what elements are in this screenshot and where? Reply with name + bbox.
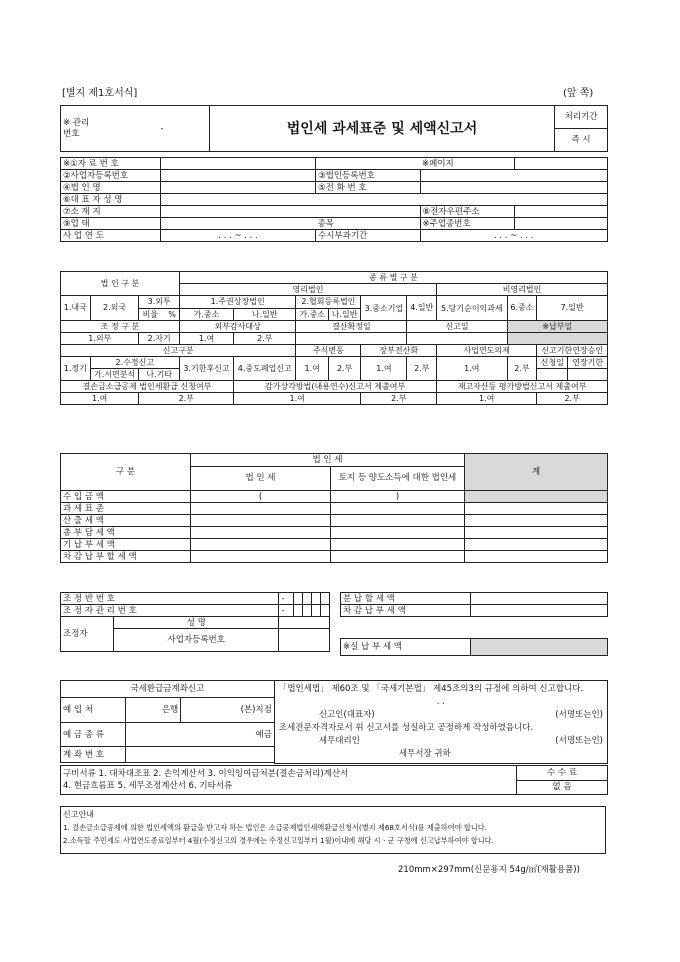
- refund-table: [60, 680, 608, 764]
- guide-box: [60, 806, 606, 854]
- gen-d[interactable]: 나.일반: [328, 309, 360, 321]
- label-main-industry: ※주업종번호: [420, 218, 515, 230]
- tax-row: [61, 527, 608, 539]
- rep-label: 신고인(대표자): [318, 710, 375, 720]
- agent-sign: (서명또는인): [555, 736, 603, 746]
- tax-row: [61, 503, 608, 515]
- yearend-label: 사업연도의제: [437, 345, 537, 357]
- paren-right: ): [395, 491, 400, 502]
- books-yes[interactable]: 1.여: [361, 357, 407, 381]
- filedate-label: 신고일: [407, 321, 507, 333]
- actual-label: ※실 납 부 세 액: [341, 639, 471, 656]
- adjuster-bizno-label: 사업자등록번호: [114, 629, 279, 652]
- attach-list-2: 4. 현금흐름표 5. 세무조정계산서 6. 기타서류: [63, 781, 233, 791]
- tax-row: [61, 551, 608, 563]
- regular[interactable]: 1.정기: [61, 357, 91, 381]
- yearend-yes[interactable]: 1.여: [437, 357, 508, 381]
- row-label-total-burden: 총 부 담 세 액: [61, 527, 191, 539]
- refund-yes[interactable]: 1.여: [61, 393, 139, 405]
- req-date-label: 신청일: [537, 357, 568, 369]
- fee-label: 수 수 료: [517, 766, 607, 781]
- title-table: [60, 105, 608, 152]
- inv-no[interactable]: 2.부: [537, 393, 608, 405]
- row-label-revenue: 수 입 금 액: [61, 491, 191, 503]
- office-label: 세무서장 귀하: [398, 749, 451, 759]
- adjuster-table: [60, 592, 330, 652]
- gen4[interactable]: 4.일반: [407, 296, 437, 321]
- profit5[interactable]: 5.당기순이익과세: [437, 296, 508, 321]
- depr-yes[interactable]: 1.여: [234, 393, 361, 405]
- label-data-no: ※①자 료 번 호: [61, 158, 161, 170]
- mgr-no-label: 조 정 자 관 리 번 호: [61, 605, 279, 617]
- guide-line-2: 2.소득할 주민세도 사업연도종료일부터 4월(수정신고의 경우에는 수정신고일부터 1월)이내에 해당 시ㆍ군 구청에 신고납부하여야 합니다.: [63, 836, 494, 845]
- row-label-calc: 산 출 세 액: [61, 515, 191, 527]
- ext-date-label: 연장기한: [568, 357, 608, 369]
- period-value: 즉 시: [571, 135, 591, 145]
- listed[interactable]: 1.주권상장법인: [179, 296, 296, 309]
- share-yes[interactable]: 1.여: [296, 357, 328, 381]
- adjuster-name-label: 성 명: [114, 617, 279, 629]
- guide-title: 신고안내: [63, 810, 94, 819]
- declaration-date[interactable]: . .: [436, 697, 445, 707]
- split-table: [340, 592, 608, 617]
- refund-request-label: 결손금소급공제 법인세환급 신청여부: [61, 381, 234, 393]
- team-no-dash: -: [279, 593, 294, 605]
- net-label: 차 감 납 부 세 액: [341, 605, 471, 617]
- declaration-text: 「법인세법」 제60조 및 「국세기본법」 제45조의3의 규정에 의하여 신고합니다.: [278, 684, 584, 694]
- nonprofit-label: 비영리법인: [437, 284, 608, 296]
- amend-b[interactable]: 나.기타: [139, 369, 179, 381]
- kosdaq[interactable]: 2.협회등록법인: [296, 296, 361, 309]
- period-label: 처리기간: [555, 106, 607, 129]
- adjust-external[interactable]: 1.외부: [61, 333, 139, 345]
- share-label: 주식변동: [296, 345, 361, 357]
- paper-spec: 210mm×297mm(신문용지 54g/㎡(재활용품)): [398, 865, 580, 875]
- sme6[interactable]: 6.중소: [507, 296, 537, 321]
- guide-line-1: 1. 결손금소급공제에 의한 법인세액의 환급을 받고자 하는 법인은 소급공제법인세액환급신청서(별지 제68호서식)를 제출하여야 합니다.: [63, 823, 487, 832]
- audit-yes[interactable]: 1.여: [179, 333, 233, 345]
- label-address: ⑦소 재 지: [61, 206, 161, 218]
- team-no-label: 조 정 반 번 호: [61, 593, 279, 605]
- refund-head: 국세환급금계좌신고: [61, 681, 275, 698]
- foreign[interactable]: 2.외국: [90, 296, 139, 321]
- label-email: ⑧전자우편주소: [420, 206, 515, 218]
- agent-label: 세무대리인: [318, 736, 360, 746]
- tax-gubun: 구 분: [61, 454, 191, 491]
- deposit-unit[interactable]: 예금: [126, 722, 275, 747]
- label-corp-name: ④법 인 명: [61, 182, 161, 194]
- domestic[interactable]: 1.내국: [61, 296, 91, 321]
- inv-yes[interactable]: 1.여: [437, 393, 537, 405]
- ratio-label: 비율: [142, 309, 159, 319]
- row-label-balance: 차 감 납 부 할 세 액: [61, 551, 191, 563]
- info-table: [60, 157, 608, 242]
- gen7[interactable]: 7.일반: [537, 296, 608, 321]
- depr-no[interactable]: 2.부: [361, 393, 437, 405]
- label-phone: ⑤전 화 번 호: [316, 182, 421, 194]
- attach-list-1: 구비서류 1. 대차대조표 2. 손익계산서 3. 이익잉여금처분(결손금처리)계산서: [63, 769, 349, 779]
- rep-sign: (서명또는인): [555, 710, 603, 720]
- sme-c[interactable]: 가.중소: [296, 309, 328, 321]
- closure-filing[interactable]: 4.중도폐업신고: [234, 357, 296, 381]
- tax-head: 법 인 세: [191, 454, 465, 467]
- tax-row: [61, 491, 608, 503]
- sme3[interactable]: 3.중소기업: [361, 296, 407, 321]
- mgr-no-dash: -: [279, 605, 294, 617]
- share-no[interactable]: 2.부: [328, 357, 360, 381]
- split-label: 분 납 할 세 액: [341, 593, 471, 605]
- paydate-label: ※납부일: [507, 321, 607, 333]
- bank-label: 예 입 처: [61, 698, 126, 723]
- actual-table: [340, 638, 608, 656]
- label-adhoc: 수시부과기간: [316, 230, 421, 242]
- pct: %: [168, 309, 176, 319]
- row-label-prepaid: 기 납 부 세 액: [61, 539, 191, 551]
- extend-label: 신고기한연장승인: [537, 345, 608, 357]
- tax-row: [61, 539, 608, 551]
- fiscal-year-value[interactable]: . . . ~ . . .: [161, 230, 316, 242]
- classification-table: [60, 271, 608, 405]
- form-title: 법인세 과세표준 및 세액신고서: [210, 106, 555, 152]
- label-business: ⑨업 태: [61, 218, 161, 230]
- label-fiscal-year: 사 업 연 도: [61, 230, 161, 242]
- audit-no[interactable]: 2.부: [234, 333, 296, 345]
- inventory-label: 재고자산등 평가방법신고서 제출여부: [437, 381, 608, 393]
- adjuster-label: 조정자: [61, 617, 114, 652]
- page-side: (앞 쪽): [563, 88, 594, 99]
- adhoc-value[interactable]: . . . ~ . . .: [420, 230, 608, 242]
- books-no[interactable]: 2.부: [407, 357, 437, 381]
- sme-a[interactable]: 가.중소: [179, 309, 233, 321]
- label-biz-no: ②사업자등록번호: [61, 170, 161, 182]
- refund-no[interactable]: 2.부: [139, 393, 234, 405]
- adjust-self[interactable]: 2.자기: [139, 333, 179, 345]
- corp-type-label: 법 인 구 분: [61, 272, 180, 296]
- mgmt-label: ※ 관리 번호: [61, 106, 116, 152]
- corp-tax-label: 법 인 세: [191, 466, 331, 490]
- tax-total-label: 계: [465, 454, 608, 491]
- label-item: 종목: [316, 218, 421, 230]
- label-corp-reg-no: ③법인등록번호: [316, 170, 421, 182]
- late-filing[interactable]: 3.기한후신고: [179, 357, 233, 381]
- books-label: 장부전산화: [361, 345, 437, 357]
- branch-unit[interactable]: (본)지점: [181, 698, 275, 723]
- bank-unit[interactable]: 은행: [126, 698, 181, 723]
- row-label-taxbase: 과 세 표 준: [61, 503, 191, 515]
- yearend-no[interactable]: 2.부: [507, 357, 537, 381]
- filetype-label: 신고구분: [61, 345, 296, 357]
- audit-label: 외부감사대상: [179, 321, 296, 333]
- settle-label: 결산확정일: [296, 321, 407, 333]
- depreciation-label: 감가상각방법(내용연수)신고서 제출여부: [234, 381, 437, 393]
- deposit-type-label: 예 금 종 류: [61, 722, 126, 747]
- fee-value: 없 음: [552, 782, 572, 792]
- tax-row: [61, 515, 608, 527]
- gen-b[interactable]: 나.일반: [234, 309, 296, 321]
- kind-label: 종 류 별 구 분: [179, 272, 607, 284]
- agent-declaration: 조세전문자격자로서 위 신고서를 성실하고 공정하게 작성하였음니다.: [278, 723, 534, 733]
- form-number: [별지 제1호서식]: [62, 88, 138, 99]
- mgmt-value[interactable]: -: [115, 106, 210, 152]
- paren-left: (: [258, 491, 263, 502]
- amend[interactable]: 2.수정신고: [90, 357, 179, 369]
- land-tax-label: 토지 등 양도소득에 대한 법인세: [331, 466, 465, 490]
- label-page: ※페이지: [420, 158, 515, 170]
- tax-table: [60, 453, 608, 563]
- amend-a[interactable]: 가.서면분석: [90, 369, 139, 381]
- account-label: 계 좌 번 호: [61, 747, 126, 763]
- foreign-invest[interactable]: 3.외투: [139, 296, 179, 309]
- profit-label: 영리법인: [179, 284, 436, 296]
- label-ceo: ⑥대 표 자 성 명: [61, 194, 161, 206]
- adjust-label: 조 정 구 분: [61, 321, 180, 333]
- attach-table: [60, 765, 608, 795]
